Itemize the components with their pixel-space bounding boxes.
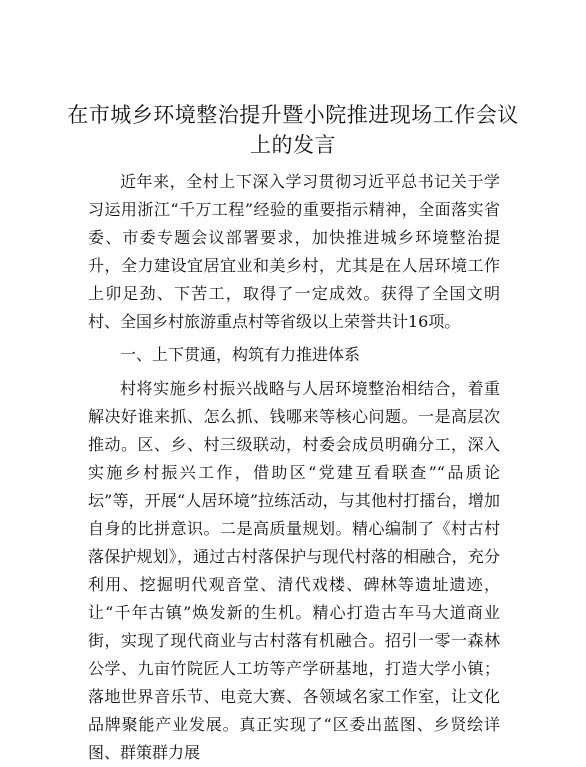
document-title: 在市城乡环境整治提升暨小院推进现场工作会议上的发言 <box>67 103 519 157</box>
intro-paragraph: 近年来，全村上下深入学习贯彻习近平总书记关于学习运用浙江“千万工程”经验的重要指示精神，全面落实省委、市委专题会议部署要求，加快推进城乡环境整治提升，全力建设宜居宜业和美乡村，尤其是在人居环境工作上卯足劲、下苦工，取得了一定成效。获得了全国文明村、全国乡村旅游重点村等省级以上荣誉共计16项。 <box>88 172 500 331</box>
document-body <box>88 168 500 767</box>
section-heading-1: 一、上下贯通，构筑有力推进体系 <box>120 345 361 364</box>
section-1-paragraph: 村将实施乡村振兴战略与人居环境整治相结合，着重解决好谁来抓、怎么抓、钱哪来等核心问题。一是高层次推动。区、乡、村三级联动，村委会成员明确分工，深入实施乡村振兴工作，借助区“党建互看联查”“品质论坛”等，开展“人居环境”拉练活动，与其他村打擂台，增加自身的比拼意识。二是高质量规划。精心编制了《村古村落保护规划》，通过古村落保护与现代村落的相融合，充分利用、挖掘明代观音堂、清代戏楼、碑林等遗址遗迹，让“千年古镇”焕发新的生机。精心打造古车马大道商业街，实现了现代商业与古村落有机融合。招引一零一森林公学、九亩竹院匠人工坊等产学研基地，打造大学小镇；落地世界音乐节、电竞大赛、各领域名家工作室，让文化品牌聚能产业发展。真正实现了“区委出蓝图、乡贤绘详图、群策群力展 <box>88 379 500 762</box>
